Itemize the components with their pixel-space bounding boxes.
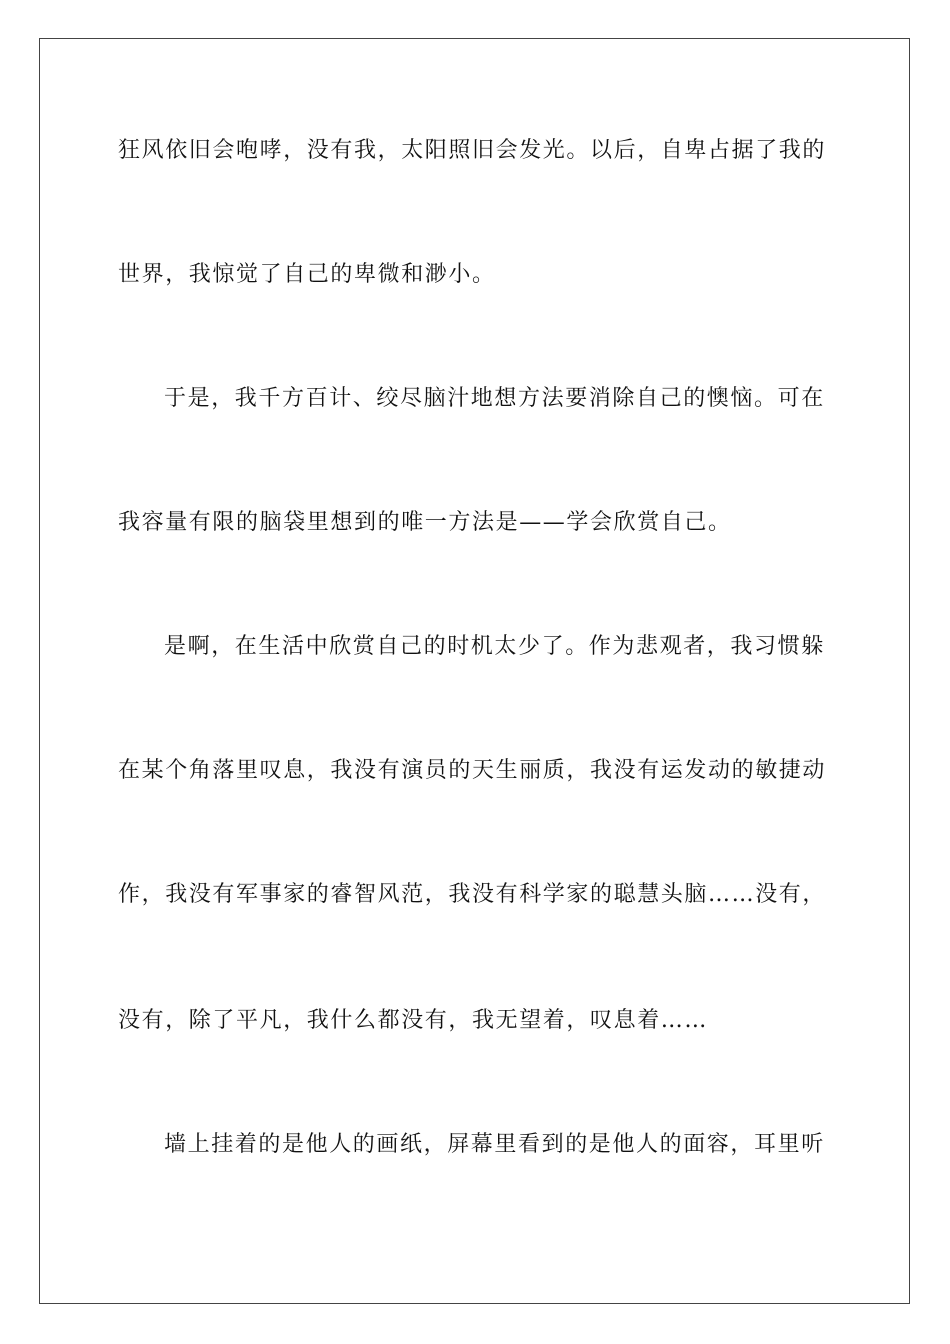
- text-line: 在某个角落里叹息，我没有演员的天生丽质，我没有运发动的敏捷动: [118, 758, 827, 783]
- text-line: 我容量有限的脑袋里想到的唯一方法是——学会欣赏自己。: [118, 510, 732, 535]
- text-line: 作，我没有军事家的睿智风范，我没有科学家的聪慧头脑……没有，: [118, 882, 827, 907]
- text-line: 于是，我千方百计、绞尽脑汁地想方法要消除自己的懊恼。可在: [164, 386, 825, 411]
- page-border: [39, 38, 910, 1304]
- text-line: 墙上挂着的是他人的画纸，屏幕里看到的是他人的面容，耳里听: [164, 1132, 825, 1157]
- text-line: 没有，除了平凡，我什么都没有，我无望着，叹息着……: [118, 1008, 709, 1033]
- text-line: 狂风依旧会咆哮，没有我，太阳照旧会发光。以后，自卑占据了我的: [118, 138, 827, 163]
- text-line: 世界，我惊觉了自己的卑微和渺小。: [118, 262, 496, 287]
- text-line: 是啊，在生活中欣赏自己的时机太少了。作为悲观者，我习惯躲: [164, 634, 825, 659]
